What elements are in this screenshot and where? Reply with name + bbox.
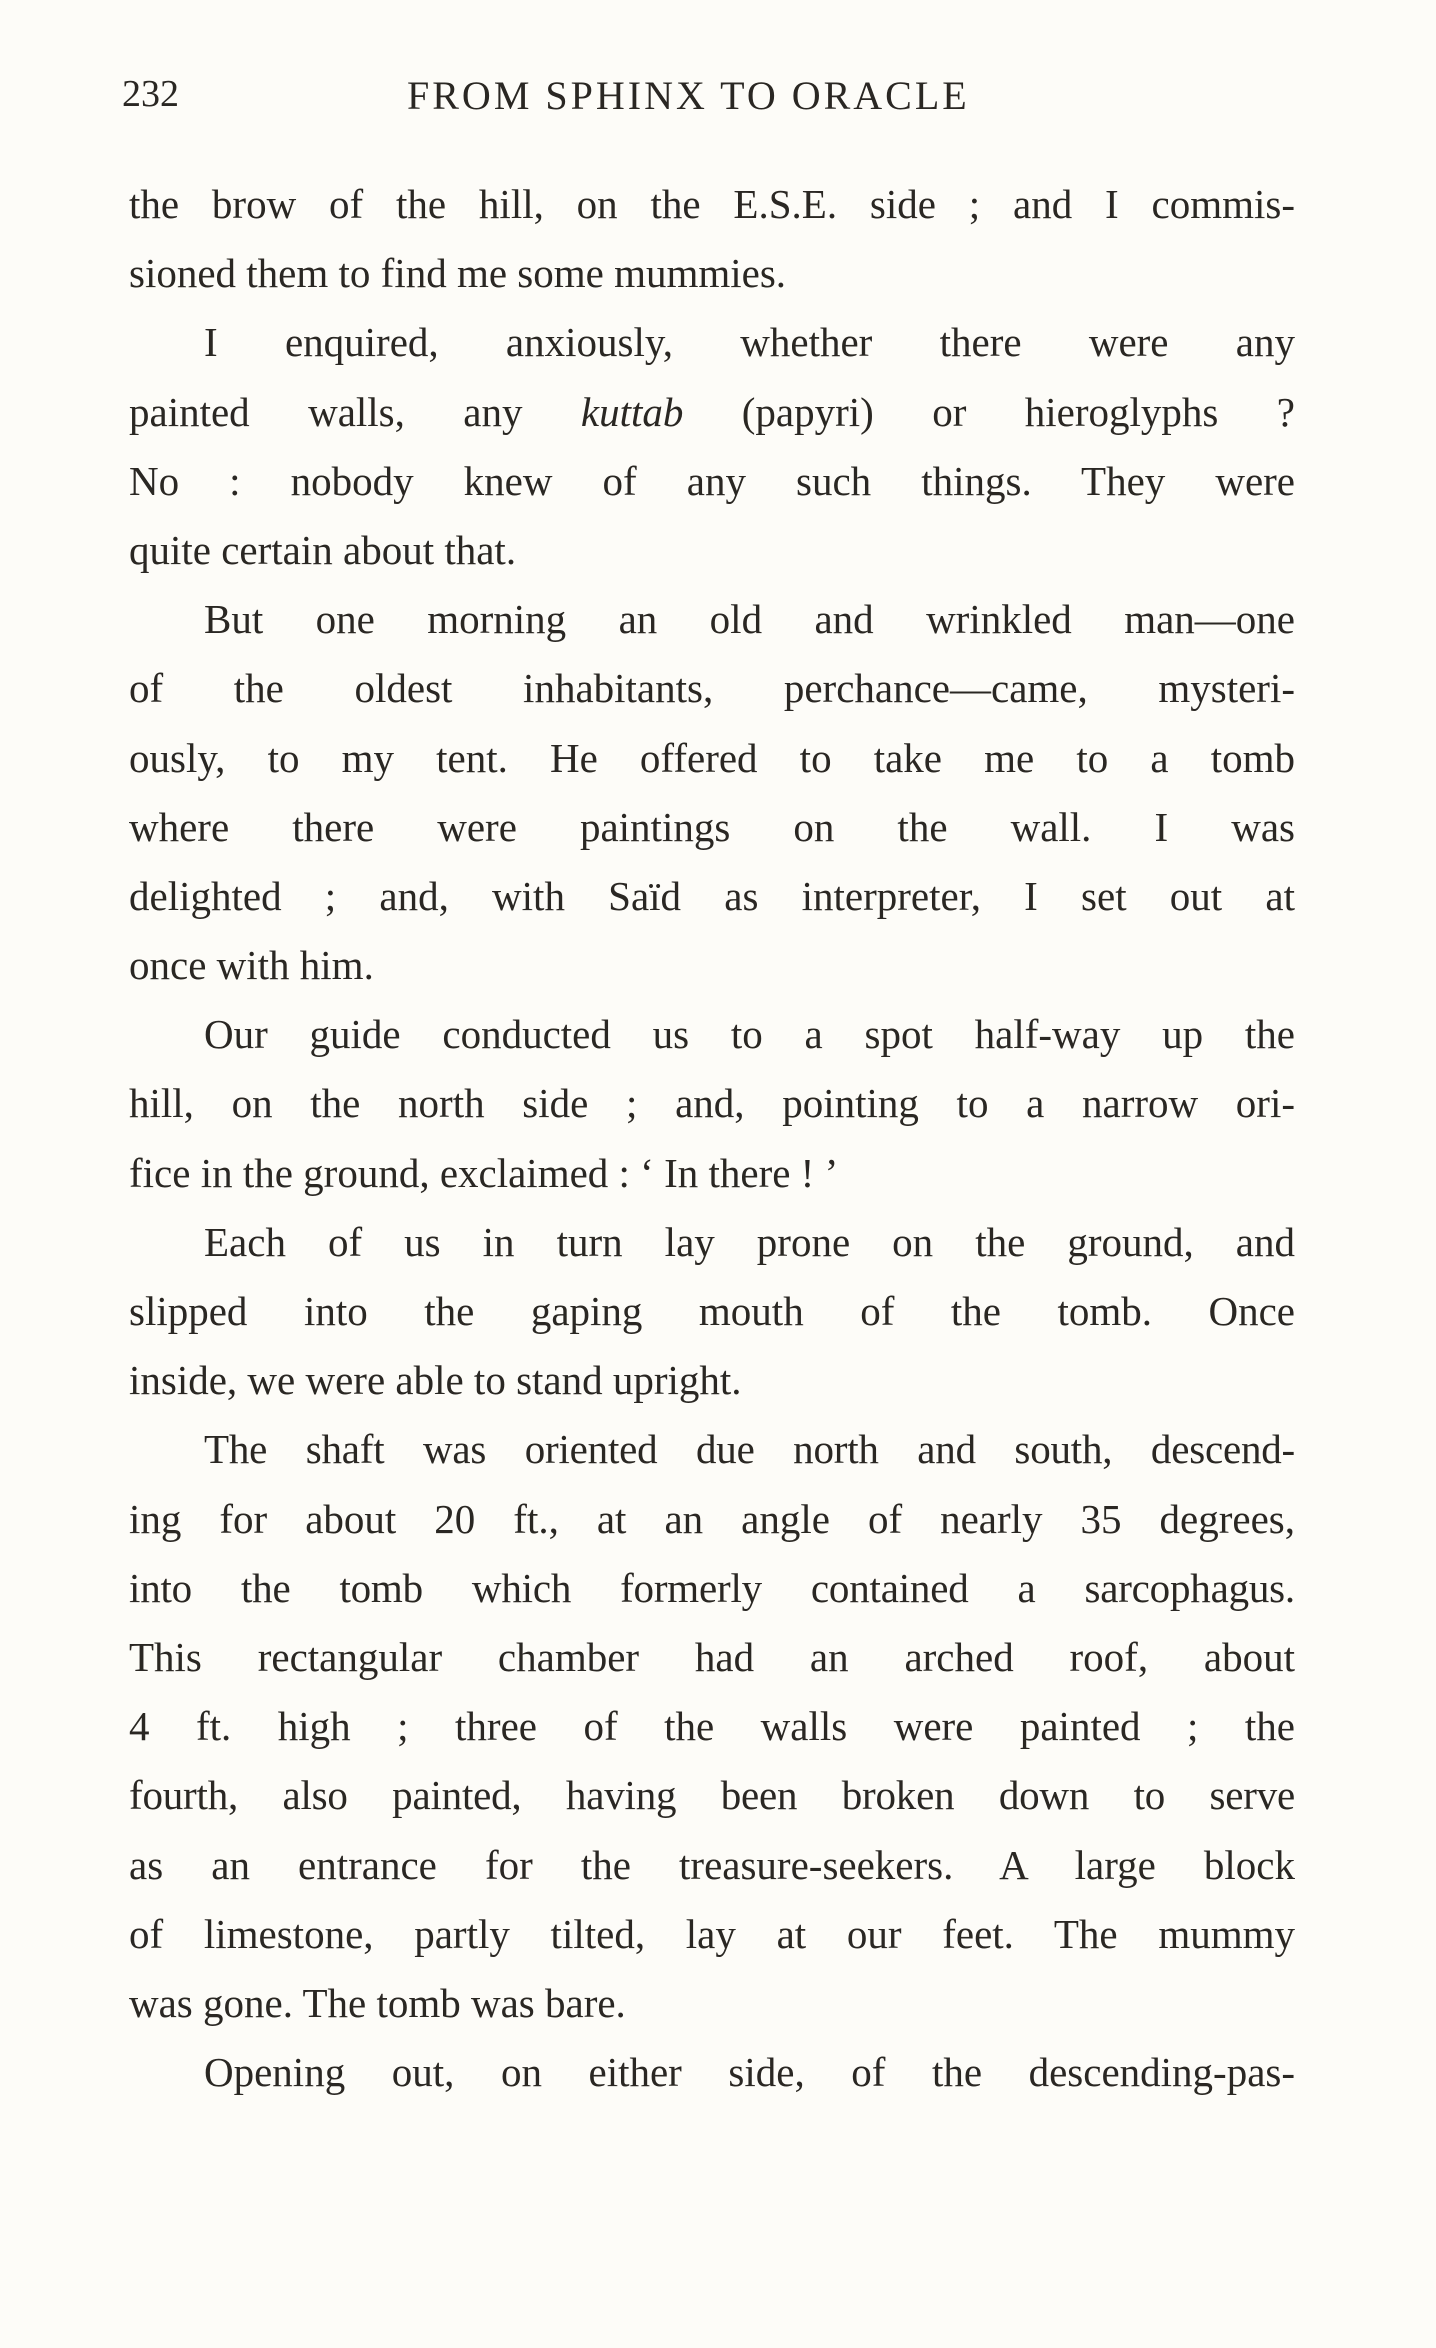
text-line: delighted ; and, with Saïd as interpreter, I set out at <box>129 872 1295 919</box>
page-number: 232 <box>122 73 179 115</box>
text-line: ously, to my tent. He offered to take me to a tomb <box>129 734 1295 781</box>
text-line: I enquired, anxiously, whether there were any <box>204 319 1295 366</box>
text-line: as an entrance for the treasure-seekers. A large block <box>129 1841 1295 1888</box>
text-line: Opening out, on either side, of the descending-pas- <box>204 2049 1295 2096</box>
text-line: The shaft was oriented due north and south, descend- <box>204 1426 1295 1473</box>
text-line: But one morning an old and wrinkled man—one <box>204 596 1295 643</box>
text-line: inside, we were able to stand upright. <box>129 1357 742 1404</box>
text-line: This rectangular chamber had an arched roof, about <box>129 1633 1295 1680</box>
text-line: Each of us in turn lay prone on the ground, and <box>204 1218 1295 1265</box>
text-line: quite certain about that. <box>129 526 517 573</box>
text-line: slipped into the gaping mouth of the tomb. Once <box>129 1288 1295 1334</box>
text-line: ing for about 20 ft., at an angle of nearly 35 degrees, <box>129 1495 1295 1542</box>
text-line: fice in the ground, exclaimed : ‘ In there ! ’ <box>129 1149 839 1196</box>
text-line: fourth, also painted, having been broken down to serve <box>129 1772 1295 1819</box>
text-line: where there were paintings on the wall. I was <box>129 803 1295 850</box>
body-text <box>129 170 1295 2107</box>
text-span: painted walls, any <box>129 388 581 435</box>
running-title: FROM SPHINX TO ORACLE <box>407 73 970 118</box>
text-line: into the tomb which formerly contained a sarcophagus. <box>129 1564 1295 1611</box>
text-line: of limestone, partly tilted, lay at our feet. The mummy <box>129 1910 1295 1957</box>
italic-word: kuttab <box>580 388 684 435</box>
text-line: the brow of the hill, on the E.S.E. side ; and I commis- <box>129 181 1295 227</box>
text-line: hill, on the north side ; and, pointing to a narrow ori- <box>129 1080 1295 1127</box>
running-head <box>122 72 1292 132</box>
text-span: (papyri) or hieroglyphs ? <box>683 388 1295 435</box>
text-line: sioned them to find me some mummies. <box>129 250 787 297</box>
text-line: of the oldest inhabitants, perchance—came, mysteri- <box>129 665 1295 712</box>
text-line: once with him. <box>129 942 374 989</box>
text-line <box>129 378 1295 447</box>
text-line: 4 ft. high ; three of the walls were painted ; the <box>129 1703 1295 1750</box>
text-line: No : nobody knew of any such things. They were <box>129 457 1295 504</box>
text-line: was gone. The tomb was bare. <box>129 1979 626 2026</box>
text-line: Our guide conducted us to a spot half-way up the <box>204 1011 1295 1058</box>
